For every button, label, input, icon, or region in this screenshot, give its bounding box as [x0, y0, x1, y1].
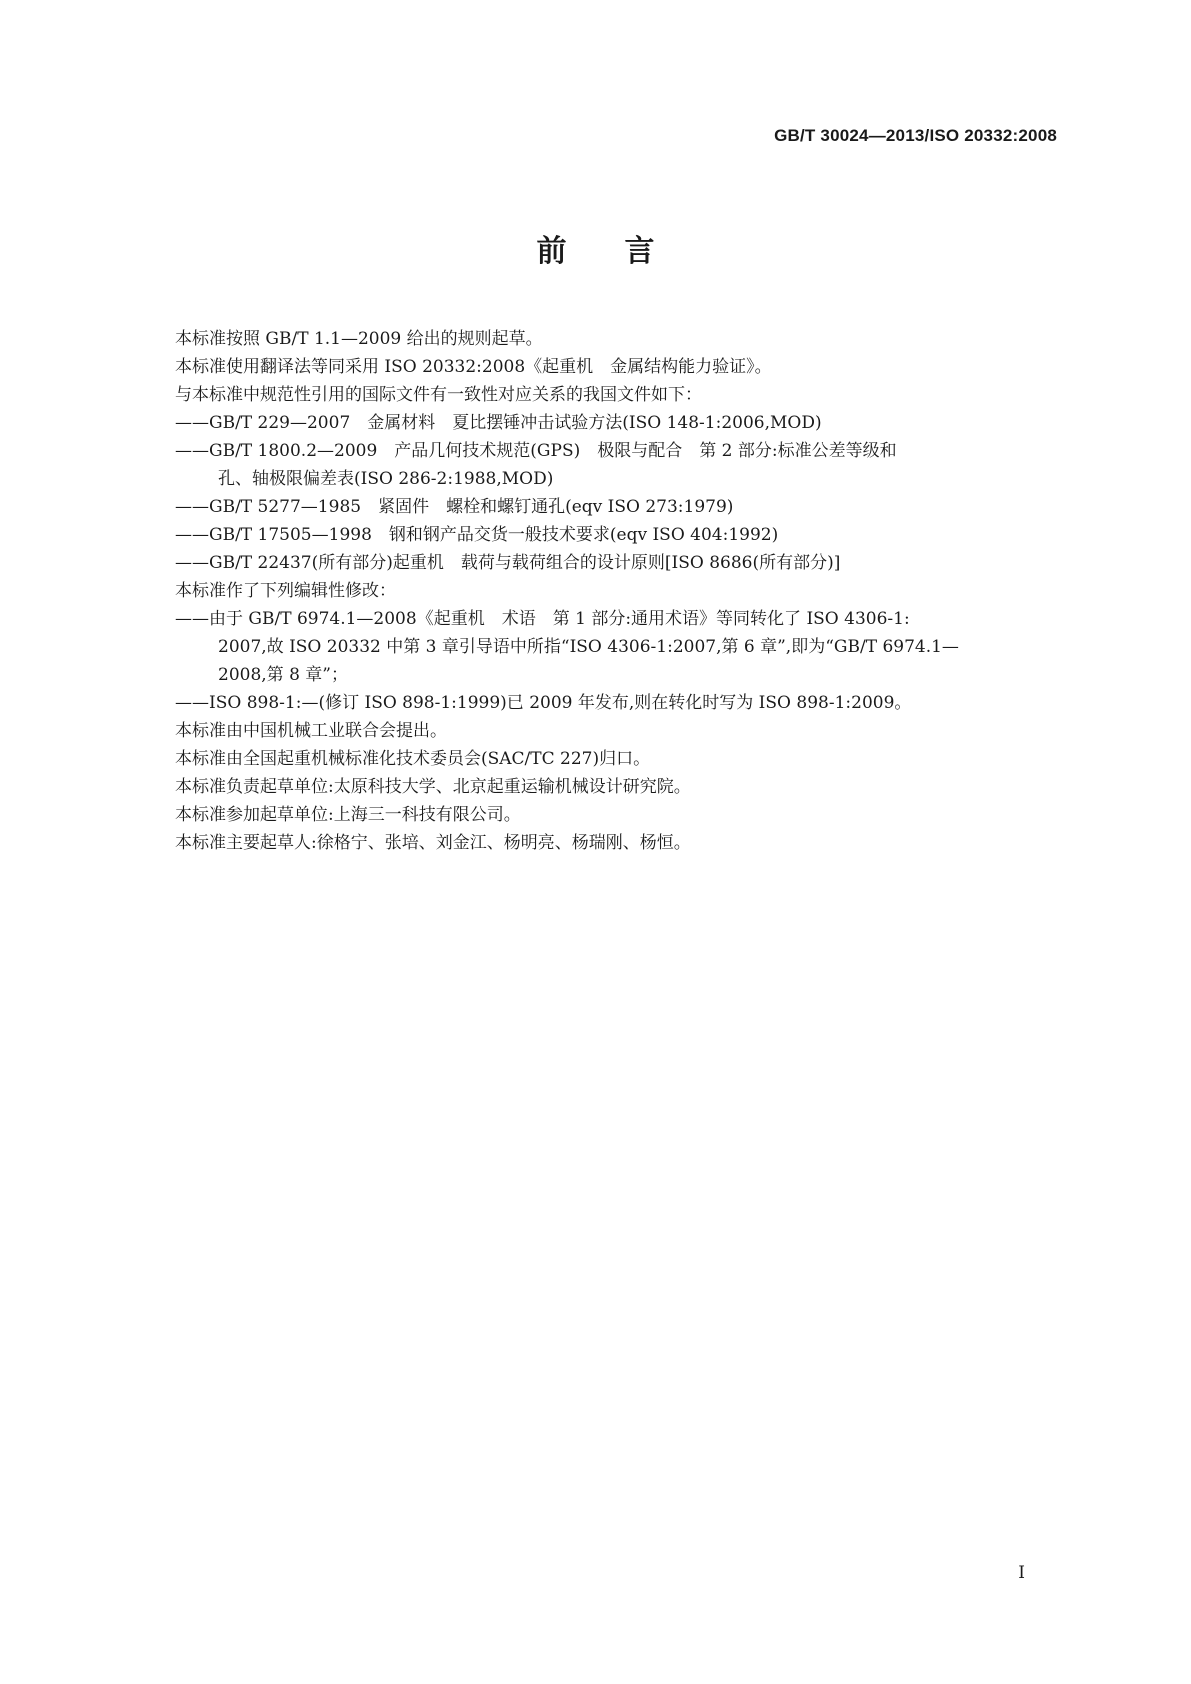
paragraph-participating-drafters: 本标准参加起草单位:上海三一科技有限公司。	[175, 805, 521, 825]
paragraph-correspondence-intro: 与本标准中规范性引用的国际文件有一致性对应关系的我国文件如下：	[175, 385, 702, 405]
standard-identifier: GB/T 30024—2013/ISO 20332:2008	[774, 126, 1057, 145]
list-item-ref-gb1800: ——GB/T 1800.2—2009 产品几何技术规范(GPS) 极限与配合 第 2 部分:标准公差等级和	[175, 441, 897, 461]
list-item-change-gb6974: ——由于 GB/T 6974.1—2008《起重机 术语 第 1 部分:通用术语》等同转化了 ISO 4306-1:	[175, 609, 910, 629]
list-item-ref-gb22437: ——GB/T 22437(所有部分)起重机 载荷与载荷组合的设计原则[ISO 8686(所有部分)]	[175, 553, 841, 573]
title-char-1: 前	[536, 234, 567, 269]
list-item-ref-gb17505: ——GB/T 17505—1998 钢和钢产品交货一般技术要求(eqv ISO 404:1992)	[175, 525, 779, 545]
paragraph-drafting-rules: 本标准按照 GB/T 1.1—2009 给出的规则起草。	[175, 329, 543, 349]
title-char-2: 言	[624, 234, 655, 269]
list-item-change-iso898: ——ISO 898-1:—(修订 ISO 898-1:1999)已 2009 年发布,则在转化时写为 ISO 898-1:2009。	[175, 693, 912, 713]
list-item-ref-gb5277: ——GB/T 5277—1985 紧固件 螺栓和螺钉通孔(eqv ISO 273:1979)	[175, 497, 734, 517]
paragraph-editorial-changes: 本标准作了下列编辑性修改：	[175, 581, 396, 601]
list-item-change-gb6974-continued-2: 2008,第 8 章”；	[218, 665, 348, 685]
paragraph-adoption-method: 本标准使用翻译法等同采用 ISO 20332:2008《起重机 金属结构能力验证》。	[175, 357, 772, 377]
paragraph-main-drafters: 本标准主要起草人:徐格宁、张培、刘金江、杨明亮、杨瑞刚、杨恒。	[175, 833, 691, 853]
list-item-ref-gb229: ——GB/T 229—2007 金属材料 夏比摆锤冲击试验方法(ISO 148-1:2006,MOD)	[175, 413, 822, 433]
page-number: I	[1018, 1563, 1025, 1583]
list-item-ref-gb1800-continued: 孔、轴极限偏差表(ISO 286-2:1988,MOD)	[218, 469, 554, 489]
page-title	[0, 226, 1191, 270]
list-item-change-gb6974-continued-1: 2007,故 ISO 20332 中第 3 章引导语中所指“ISO 4306-1:2007,第 6 章”,即为“GB/T 6974.1—	[218, 637, 959, 657]
paragraph-centralized-by: 本标准由全国起重机械标准化技术委员会(SAC/TC 227)归口。	[175, 749, 651, 769]
paragraph-responsible-drafters: 本标准负责起草单位:太原科技大学、北京起重运输机械设计研究院。	[175, 777, 691, 797]
foreword-body	[175, 325, 1057, 857]
paragraph-proposed-by: 本标准由中国机械工业联合会提出。	[175, 721, 447, 741]
